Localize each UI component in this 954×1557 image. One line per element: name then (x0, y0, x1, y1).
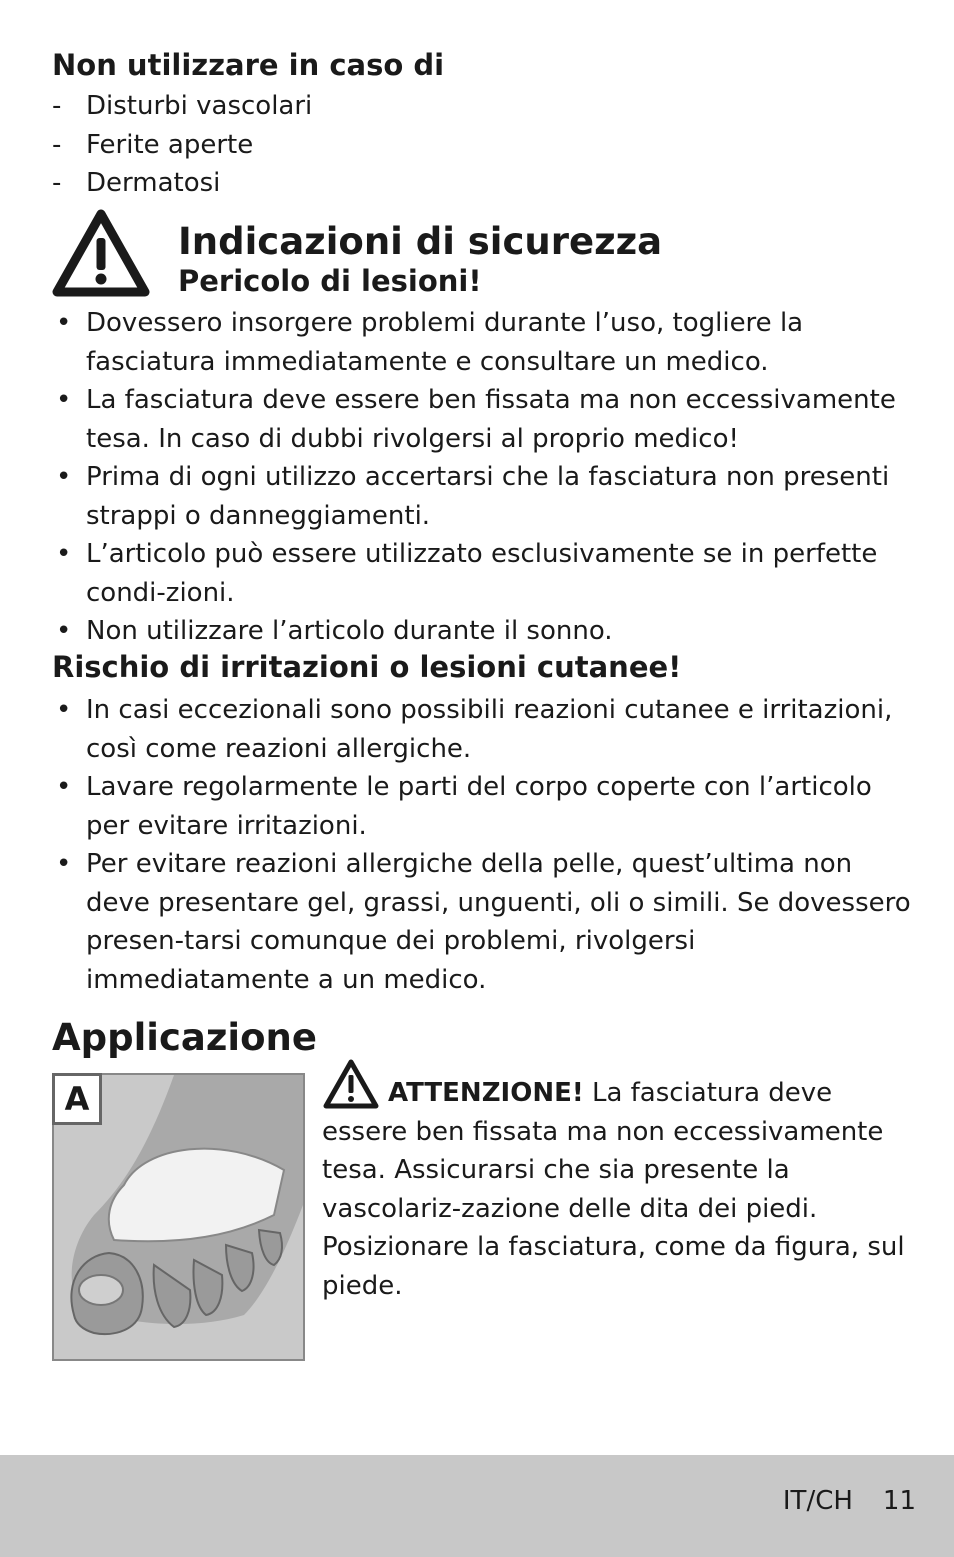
list-item: • Non utilizzare l’articolo durante il sonno. (52, 612, 912, 651)
list-item: • Lavare regolarmente le parti del corpo coperte con l’articolo per evitare irritazioni. (52, 768, 912, 845)
list-item: - Ferite aperte (52, 126, 912, 165)
application-title: Applicazione (52, 1016, 317, 1059)
attention-paragraph (322, 1074, 922, 1305)
list-item: - Dermatosi (52, 164, 912, 203)
contraindications-list (52, 87, 912, 203)
list-item: • L’articolo può essere utilizzato esclusivamente se in perfette condi-zioni. (52, 535, 912, 612)
list-item: • Dovessero insorgere problemi durante l’uso, togliere la fasciatura immediatamente e consultare un medico. (52, 304, 912, 381)
figure-label: A (52, 1073, 102, 1125)
attention-text: La fasciatura deve essere ben fissata ma non eccessivamente tesa. Assicurarsi che sia presente la vascolariz-zazione delle dita dei piedi. Posizionare la fasciatura, come da figura, sul piede. (322, 1078, 905, 1301)
page-number: 11 (882, 1486, 916, 1516)
list-item: • La fasciatura deve essere ben fissata ma non eccessivamente tesa. In caso di dubbi rivolgersi al proprio medico! (52, 381, 912, 458)
attention-label: ATTENZIONE! (388, 1078, 584, 1108)
skin-subtitle: Rischio di irritazioni o lesioni cutanee! (52, 650, 682, 684)
list-item: • Per evitare reazioni allergiche della pelle, quest’ultima non deve presentare gel, grassi, unguenti, oli o simili. Se dovessero presen-tarsi comunque dei problemi, rivolgersi immediatamente a un medico. (52, 845, 912, 999)
page-footer (0, 1455, 954, 1557)
locale-label: IT/CH (782, 1486, 853, 1516)
list-item: • In casi eccezionali sono possibili reazioni cutanee e irritazioni, così come reazioni allergiche. (52, 691, 912, 768)
skin-list (52, 691, 912, 999)
safety-title: Indicazioni di sicurezza (178, 220, 663, 263)
warning-icon (52, 208, 150, 298)
injury-list (52, 304, 912, 651)
list-item: • Prima di ogni utilizzo accertarsi che la fasciatura non presenti strappi o danneggiamenti. (52, 458, 912, 535)
contraindications-title: Non utilizzare in caso di (52, 48, 445, 82)
list-item: - Disturbi vascolari (52, 87, 912, 126)
injury-subtitle: Pericolo di lesioni! (178, 264, 482, 298)
footer-text (753, 1486, 916, 1516)
